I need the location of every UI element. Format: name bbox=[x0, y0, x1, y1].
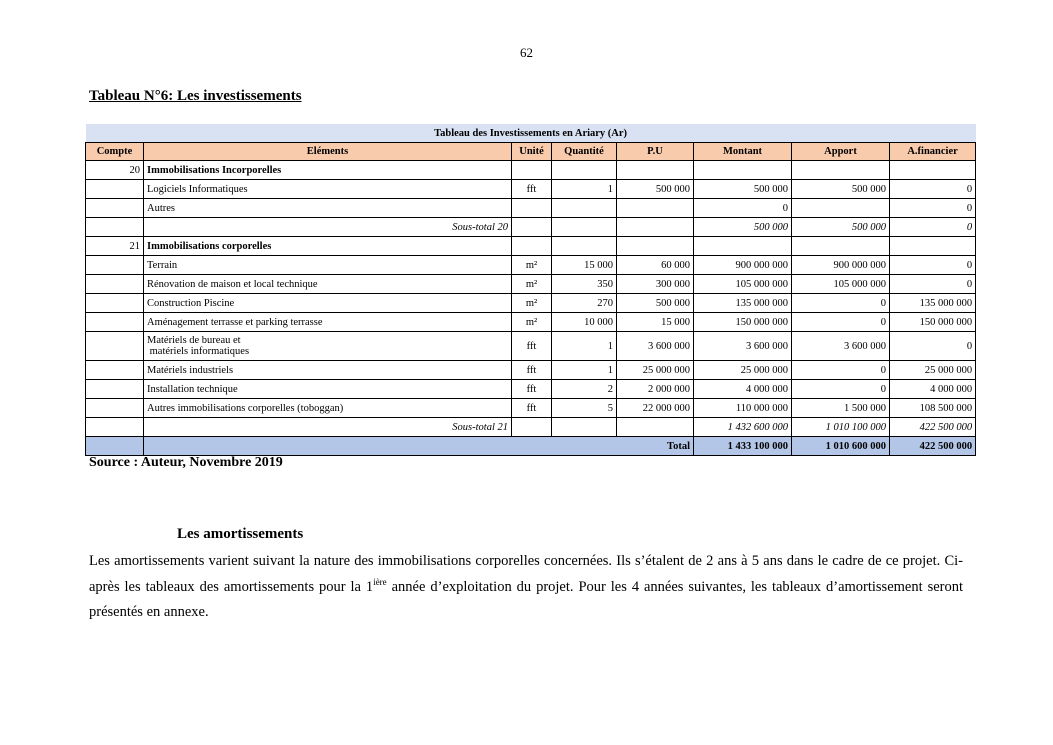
element-cell: Installation technique bbox=[144, 380, 512, 399]
table-row bbox=[86, 380, 976, 399]
pu-cell: 500 000 bbox=[617, 180, 694, 199]
element-cell: Construction Piscine bbox=[144, 294, 512, 313]
unite-cell: m² bbox=[512, 275, 552, 294]
group-label: Immobilisations corporelles bbox=[144, 237, 512, 256]
table-row bbox=[86, 361, 976, 380]
table-row bbox=[86, 399, 976, 418]
total-afinancier: 422 500 000 bbox=[890, 437, 976, 456]
afinancier-cell: 0 bbox=[890, 180, 976, 199]
body-paragraph bbox=[89, 549, 963, 626]
subtotal-row-21 bbox=[86, 418, 976, 437]
table-row bbox=[86, 275, 976, 294]
total-row bbox=[86, 437, 976, 456]
afinancier-cell: 150 000 000 bbox=[890, 313, 976, 332]
subtotal-row-20 bbox=[86, 218, 976, 237]
table-row bbox=[86, 313, 976, 332]
unite-cell: m² bbox=[512, 313, 552, 332]
pu-cell: 60 000 bbox=[617, 256, 694, 275]
element-cell: Rénovation de maison et local technique bbox=[144, 275, 512, 294]
compte-cell: 20 bbox=[86, 161, 144, 180]
afinancier-cell: 0 bbox=[890, 199, 976, 218]
quantite-cell: 5 bbox=[552, 399, 617, 418]
afinancier-cell: 4 000 000 bbox=[890, 380, 976, 399]
element-line-2: matériels informatiques bbox=[147, 346, 250, 357]
apport-cell: 1 500 000 bbox=[792, 399, 890, 418]
paragraph-part-2: année d’exploitation du projet. Pour les 4 années suivantes, les tableaux d’amortissement seront présentés en annexe. bbox=[89, 578, 964, 620]
element-cell: Aménagement terrasse et parking terrasse bbox=[144, 313, 512, 332]
unite-cell: fft bbox=[512, 180, 552, 199]
element-cell: Autres immobilisations corporelles (toboggan) bbox=[144, 399, 512, 418]
apport-cell: 0 bbox=[792, 294, 890, 313]
subtotal-label: Sous-total 21 bbox=[144, 418, 512, 437]
header-unite: Unité bbox=[512, 143, 552, 161]
element-cell: Matériels industriels bbox=[144, 361, 512, 380]
unite-cell: fft bbox=[512, 399, 552, 418]
group-label: Immobilisations Incorporelles bbox=[144, 161, 512, 180]
montant-cell: 105 000 000 bbox=[694, 275, 792, 294]
afinancier-cell: 0 bbox=[890, 275, 976, 294]
table-row bbox=[86, 294, 976, 313]
element-cell bbox=[144, 332, 512, 361]
header-montant: Montant bbox=[694, 143, 792, 161]
montant-cell: 0 bbox=[694, 199, 792, 218]
table-row bbox=[86, 256, 976, 275]
paragraph-part-1: Les amortissements varient suivant la nature des immobilisations corporelles concernées. Ils s’étalent de 2 ans à 5 ans dans le cadre de ce projet. Ci-après les tableaux des amortissements pour la 1 bbox=[89, 553, 963, 595]
page-number: 62 bbox=[520, 45, 533, 60]
element-line-1: Matériels de bureau et bbox=[147, 335, 241, 346]
unite-cell: m² bbox=[512, 294, 552, 313]
total-apport: 1 010 600 000 bbox=[792, 437, 890, 456]
header-elements: Eléments bbox=[144, 143, 512, 161]
element-cell: Logiciels Informatiques bbox=[144, 180, 512, 199]
table-source: Source : Auteur, Novembre 2019 bbox=[89, 455, 283, 470]
group-row-20 bbox=[86, 161, 976, 180]
table-title: Tableau N°6: Les investissements bbox=[89, 88, 302, 104]
quantite-cell: 15 000 bbox=[552, 256, 617, 275]
element-cell: Terrain bbox=[144, 256, 512, 275]
apport-cell: 105 000 000 bbox=[792, 275, 890, 294]
total-label: Total bbox=[144, 437, 694, 456]
apport-cell: 3 600 000 bbox=[792, 332, 890, 361]
header-row bbox=[86, 143, 976, 161]
quantite-cell bbox=[552, 199, 617, 218]
afinancier-cell: 108 500 000 bbox=[890, 399, 976, 418]
group-row-21 bbox=[86, 237, 976, 256]
header-pu: P.U bbox=[617, 143, 694, 161]
pu-cell: 15 000 bbox=[617, 313, 694, 332]
compte-cell: 21 bbox=[86, 237, 144, 256]
unite-cell bbox=[512, 199, 552, 218]
montant-cell: 150 000 000 bbox=[694, 313, 792, 332]
quantite-cell: 270 bbox=[552, 294, 617, 313]
table-caption: Tableau des Investissements en Ariary (Ar) bbox=[86, 124, 976, 143]
apport-cell: 0 bbox=[792, 361, 890, 380]
apport-cell: 900 000 000 bbox=[792, 256, 890, 275]
total-montant: 1 433 100 000 bbox=[694, 437, 792, 456]
unite-cell: fft bbox=[512, 332, 552, 361]
quantite-cell: 350 bbox=[552, 275, 617, 294]
header-afinancier: A.financier bbox=[890, 143, 976, 161]
pu-cell: 25 000 000 bbox=[617, 361, 694, 380]
montant-cell: 135 000 000 bbox=[694, 294, 792, 313]
pu-cell: 22 000 000 bbox=[617, 399, 694, 418]
element-cell: Autres bbox=[144, 199, 512, 218]
header-apport: Apport bbox=[792, 143, 890, 161]
apport-cell bbox=[792, 199, 890, 218]
subtotal-montant: 500 000 bbox=[694, 218, 792, 237]
montant-cell: 500 000 bbox=[694, 180, 792, 199]
quantite-cell: 1 bbox=[552, 332, 617, 361]
pu-cell: 3 600 000 bbox=[617, 332, 694, 361]
apport-cell: 0 bbox=[792, 313, 890, 332]
ordinal-superscript: ière bbox=[373, 576, 387, 587]
table-caption-row bbox=[86, 124, 976, 143]
subtotal-apport: 500 000 bbox=[792, 218, 890, 237]
pu-cell: 2 000 000 bbox=[617, 380, 694, 399]
pu-cell bbox=[617, 199, 694, 218]
subtotal-montant: 1 432 600 000 bbox=[694, 418, 792, 437]
investments-table bbox=[85, 124, 976, 456]
afinancier-cell: 0 bbox=[890, 256, 976, 275]
pu-cell: 500 000 bbox=[617, 294, 694, 313]
subtotal-afinancier: 422 500 000 bbox=[890, 418, 976, 437]
apport-cell: 0 bbox=[792, 380, 890, 399]
pu-cell: 300 000 bbox=[617, 275, 694, 294]
unite-cell: fft bbox=[512, 380, 552, 399]
quantite-cell: 1 bbox=[552, 180, 617, 199]
quantite-cell: 1 bbox=[552, 361, 617, 380]
table-row bbox=[86, 332, 976, 361]
montant-cell: 25 000 000 bbox=[694, 361, 792, 380]
header-quantite: Quantité bbox=[552, 143, 617, 161]
table-row bbox=[86, 180, 976, 199]
montant-cell: 4 000 000 bbox=[694, 380, 792, 399]
montant-cell: 3 600 000 bbox=[694, 332, 792, 361]
montant-cell: 900 000 000 bbox=[694, 256, 792, 275]
afinancier-cell: 25 000 000 bbox=[890, 361, 976, 380]
unite-cell: m² bbox=[512, 256, 552, 275]
unite-cell: fft bbox=[512, 361, 552, 380]
montant-cell: 110 000 000 bbox=[694, 399, 792, 418]
quantite-cell: 2 bbox=[552, 380, 617, 399]
quantite-cell: 10 000 bbox=[552, 313, 617, 332]
afinancier-cell: 135 000 000 bbox=[890, 294, 976, 313]
subtotal-apport: 1 010 100 000 bbox=[792, 418, 890, 437]
table-row bbox=[86, 199, 976, 218]
apport-cell: 500 000 bbox=[792, 180, 890, 199]
afinancier-cell: 0 bbox=[890, 332, 976, 361]
section-heading: Les amortissements bbox=[177, 526, 304, 542]
subtotal-afinancier: 0 bbox=[890, 218, 976, 237]
header-compte: Compte bbox=[86, 143, 144, 161]
subtotal-label: Sous-total 20 bbox=[144, 218, 512, 237]
